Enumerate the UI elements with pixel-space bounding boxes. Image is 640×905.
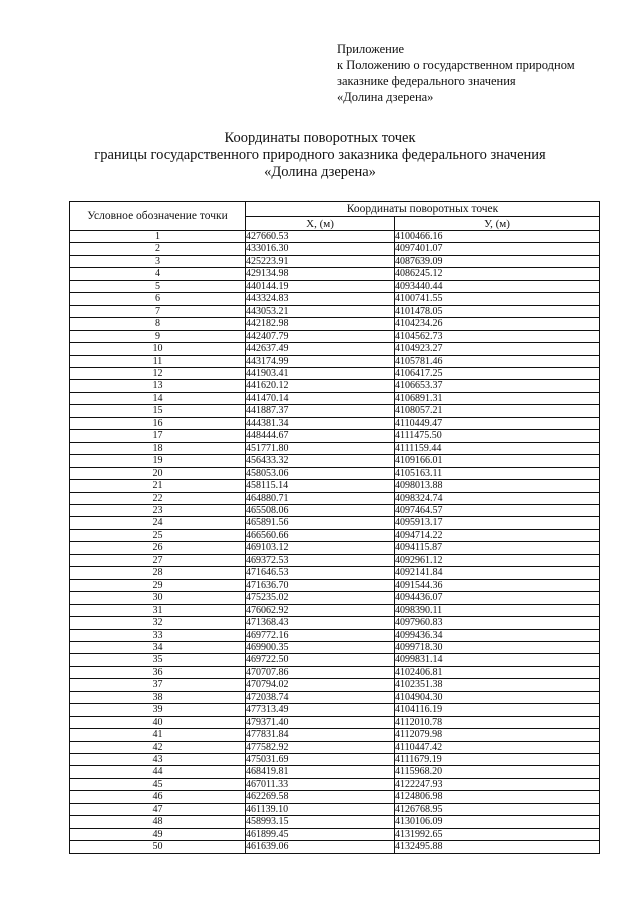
- y-coordinate-cell: 4092961.12: [395, 554, 600, 566]
- x-coordinate-cell: 443324.83: [246, 293, 395, 305]
- point-number-cell: 23: [70, 504, 246, 516]
- y-coordinate-cell: 4087639.09: [395, 255, 600, 267]
- point-number-cell: 4: [70, 268, 246, 280]
- y-coordinate-cell: 4130106.09: [395, 816, 600, 828]
- point-number-cell: 17: [70, 430, 246, 442]
- table-row: [70, 754, 600, 766]
- y-coordinate-cell: 4108057.21: [395, 405, 600, 417]
- point-number-cell: 1: [70, 231, 246, 243]
- table-row: [70, 704, 600, 716]
- table-row: [70, 554, 600, 566]
- point-number-cell: 42: [70, 741, 246, 753]
- x-coordinate-cell: 442637.49: [246, 343, 395, 355]
- table-row: [70, 504, 600, 516]
- point-number-cell: 19: [70, 455, 246, 467]
- table-row: [70, 442, 600, 454]
- point-number-cell: 2: [70, 243, 246, 255]
- x-coordinate-cell: 475031.69: [246, 754, 395, 766]
- point-number-cell: 47: [70, 803, 246, 815]
- table-row: [70, 604, 600, 616]
- x-coordinate-cell: 441470.14: [246, 392, 395, 404]
- table-row: [70, 716, 600, 728]
- point-number-cell: 37: [70, 679, 246, 691]
- table-row: [70, 679, 600, 691]
- table-row: [70, 243, 600, 255]
- y-coordinate-cell: 4105163.11: [395, 467, 600, 479]
- y-coordinate-cell: 4106653.37: [395, 380, 600, 392]
- x-coordinate-cell: 440144.19: [246, 280, 395, 292]
- table-row: [70, 330, 600, 342]
- y-coordinate-cell: 4102351.38: [395, 679, 600, 691]
- point-number-cell: 26: [70, 542, 246, 554]
- point-number-cell: 10: [70, 343, 246, 355]
- y-coordinate-cell: 4101478.05: [395, 305, 600, 317]
- y-coordinate-cell: 4104904.30: [395, 691, 600, 703]
- point-number-cell: 44: [70, 766, 246, 778]
- y-coordinate-cell: 4099718.30: [395, 641, 600, 653]
- y-coordinate-cell: 4093440.44: [395, 280, 600, 292]
- table-row: [70, 480, 600, 492]
- x-coordinate-cell: 433016.30: [246, 243, 395, 255]
- point-number-cell: 43: [70, 754, 246, 766]
- column-header-x: X, (м): [246, 217, 395, 231]
- table-row: [70, 592, 600, 604]
- y-coordinate-cell: 4098013.88: [395, 480, 600, 492]
- point-number-cell: 22: [70, 492, 246, 504]
- table-row: [70, 293, 600, 305]
- y-coordinate-cell: 4104116.19: [395, 704, 600, 716]
- appendix-line: «Долина дзерена»: [337, 90, 434, 104]
- y-coordinate-cell: 4106891.31: [395, 392, 600, 404]
- x-coordinate-cell: 458993.15: [246, 816, 395, 828]
- point-number-cell: 45: [70, 778, 246, 790]
- point-number-cell: 50: [70, 841, 246, 853]
- y-coordinate-cell: 4086245.12: [395, 268, 600, 280]
- y-coordinate-cell: 4126768.95: [395, 803, 600, 815]
- x-coordinate-cell: 471368.43: [246, 617, 395, 629]
- table-row: [70, 841, 600, 853]
- y-coordinate-cell: 4109166.01: [395, 455, 600, 467]
- point-number-cell: 15: [70, 405, 246, 417]
- x-coordinate-cell: 461899.45: [246, 828, 395, 840]
- point-number-cell: 29: [70, 579, 246, 591]
- table-row: [70, 392, 600, 404]
- table-row: [70, 666, 600, 678]
- y-coordinate-cell: 4097464.57: [395, 504, 600, 516]
- point-number-cell: 38: [70, 691, 246, 703]
- table-row: [70, 492, 600, 504]
- table-row: [70, 654, 600, 666]
- y-coordinate-cell: 4097960.83: [395, 617, 600, 629]
- x-coordinate-cell: 451771.80: [246, 442, 395, 454]
- x-coordinate-cell: 467011.33: [246, 778, 395, 790]
- y-coordinate-cell: 4111159.44: [395, 442, 600, 454]
- x-coordinate-cell: 470794.02: [246, 679, 395, 691]
- table-row: [70, 803, 600, 815]
- title-line: Координаты поворотных точек: [224, 130, 416, 146]
- point-number-cell: 36: [70, 666, 246, 678]
- table-row: [70, 405, 600, 417]
- table-row: [70, 455, 600, 467]
- point-number-cell: 41: [70, 729, 246, 741]
- point-number-cell: 18: [70, 442, 246, 454]
- table-row: [70, 579, 600, 591]
- y-coordinate-cell: 4094115.87: [395, 542, 600, 554]
- y-coordinate-cell: 4132495.88: [395, 841, 600, 853]
- table-row: [70, 828, 600, 840]
- x-coordinate-cell: 469372.53: [246, 554, 395, 566]
- y-coordinate-cell: 4099831.14: [395, 654, 600, 666]
- x-coordinate-cell: 475235.02: [246, 592, 395, 604]
- appendix-line: к Положению о государственном природном: [337, 58, 575, 72]
- point-number-cell: 13: [70, 380, 246, 392]
- x-coordinate-cell: 442182.98: [246, 318, 395, 330]
- y-coordinate-cell: 4131992.65: [395, 828, 600, 840]
- table-row: [70, 766, 600, 778]
- x-coordinate-cell: 442407.79: [246, 330, 395, 342]
- title-line: границы государственного природного заказника федерального значения: [94, 147, 546, 163]
- table-row: [70, 367, 600, 379]
- y-coordinate-cell: 4097401.07: [395, 243, 600, 255]
- column-header-point-id: Условное обозначение точки: [70, 202, 246, 231]
- table-row: [70, 816, 600, 828]
- coordinates-table: [69, 201, 600, 854]
- point-number-cell: 46: [70, 791, 246, 803]
- x-coordinate-cell: 468419.81: [246, 766, 395, 778]
- point-number-cell: 39: [70, 704, 246, 716]
- point-number-cell: 6: [70, 293, 246, 305]
- x-coordinate-cell: 465508.06: [246, 504, 395, 516]
- y-coordinate-cell: 4111679.19: [395, 754, 600, 766]
- table-row: [70, 529, 600, 541]
- y-coordinate-cell: 4112010.78: [395, 716, 600, 728]
- point-number-cell: 3: [70, 255, 246, 267]
- x-coordinate-cell: 469772.16: [246, 629, 395, 641]
- table-row: [70, 691, 600, 703]
- y-coordinate-cell: 4095913.17: [395, 517, 600, 529]
- x-coordinate-cell: 470707.86: [246, 666, 395, 678]
- y-coordinate-cell: 4110449.47: [395, 417, 600, 429]
- point-number-cell: 20: [70, 467, 246, 479]
- point-number-cell: 40: [70, 716, 246, 728]
- y-coordinate-cell: 4100466.16: [395, 231, 600, 243]
- point-number-cell: 49: [70, 828, 246, 840]
- y-coordinate-cell: 4111475.50: [395, 430, 600, 442]
- point-number-cell: 16: [70, 417, 246, 429]
- y-coordinate-cell: 4115968.20: [395, 766, 600, 778]
- x-coordinate-cell: 458115.14: [246, 480, 395, 492]
- x-coordinate-cell: 425223.91: [246, 255, 395, 267]
- point-number-cell: 24: [70, 517, 246, 529]
- table-row: [70, 778, 600, 790]
- x-coordinate-cell: 469103.12: [246, 542, 395, 554]
- table-row: [70, 355, 600, 367]
- x-coordinate-cell: 462269.58: [246, 791, 395, 803]
- table-row: [70, 255, 600, 267]
- document-title: [0, 130, 640, 181]
- point-number-cell: 9: [70, 330, 246, 342]
- x-coordinate-cell: 471636.70: [246, 579, 395, 591]
- x-coordinate-cell: 443174.99: [246, 355, 395, 367]
- x-coordinate-cell: 477313.49: [246, 704, 395, 716]
- x-coordinate-cell: 441887.37: [246, 405, 395, 417]
- y-coordinate-cell: 4112079.98: [395, 729, 600, 741]
- point-number-cell: 33: [70, 629, 246, 641]
- table-row: [70, 231, 600, 243]
- x-coordinate-cell: 465891.56: [246, 517, 395, 529]
- y-coordinate-cell: 4104234.26: [395, 318, 600, 330]
- y-coordinate-cell: 4100741.55: [395, 293, 600, 305]
- point-number-cell: 34: [70, 641, 246, 653]
- table-row: [70, 417, 600, 429]
- x-coordinate-cell: 469722.50: [246, 654, 395, 666]
- y-coordinate-cell: 4106417.25: [395, 367, 600, 379]
- y-coordinate-cell: 4098390.11: [395, 604, 600, 616]
- y-coordinate-cell: 4110447.42: [395, 741, 600, 753]
- table-row: [70, 741, 600, 753]
- y-coordinate-cell: 4094714.22: [395, 529, 600, 541]
- y-coordinate-cell: 4122247.93: [395, 778, 600, 790]
- x-coordinate-cell: 444381.34: [246, 417, 395, 429]
- appendix-line: заказнике федерального значения: [337, 74, 516, 88]
- appendix-line: Приложение: [337, 42, 405, 56]
- x-coordinate-cell: 477582.92: [246, 741, 395, 753]
- point-number-cell: 11: [70, 355, 246, 367]
- x-coordinate-cell: 477831.84: [246, 729, 395, 741]
- point-number-cell: 27: [70, 554, 246, 566]
- y-coordinate-cell: 4124806.98: [395, 791, 600, 803]
- table-row: [70, 343, 600, 355]
- y-coordinate-cell: 4102406.81: [395, 666, 600, 678]
- x-coordinate-cell: 427660.53: [246, 231, 395, 243]
- point-number-cell: 14: [70, 392, 246, 404]
- table-row: [70, 729, 600, 741]
- y-coordinate-cell: 4098324.74: [395, 492, 600, 504]
- table-row: [70, 617, 600, 629]
- point-number-cell: 31: [70, 604, 246, 616]
- x-coordinate-cell: 464880.71: [246, 492, 395, 504]
- point-number-cell: 30: [70, 592, 246, 604]
- table-row: [70, 318, 600, 330]
- table-row: [70, 791, 600, 803]
- point-number-cell: 5: [70, 280, 246, 292]
- x-coordinate-cell: 458053.06: [246, 467, 395, 479]
- x-coordinate-cell: 471646.53: [246, 567, 395, 579]
- table-row: [70, 542, 600, 554]
- table-row: [70, 567, 600, 579]
- y-coordinate-cell: 4105781.46: [395, 355, 600, 367]
- x-coordinate-cell: 466560.66: [246, 529, 395, 541]
- table-row: [70, 641, 600, 653]
- x-coordinate-cell: 461139.10: [246, 803, 395, 815]
- point-number-cell: 28: [70, 567, 246, 579]
- table-row: [70, 629, 600, 641]
- x-coordinate-cell: 469900.35: [246, 641, 395, 653]
- y-coordinate-cell: 4092141.84: [395, 567, 600, 579]
- table-row: [70, 268, 600, 280]
- y-coordinate-cell: 4104923.27: [395, 343, 600, 355]
- x-coordinate-cell: 472038.74: [246, 691, 395, 703]
- point-number-cell: 25: [70, 529, 246, 541]
- x-coordinate-cell: 448444.67: [246, 430, 395, 442]
- y-coordinate-cell: 4099436.34: [395, 629, 600, 641]
- table-row: [70, 280, 600, 292]
- x-coordinate-cell: 456433.32: [246, 455, 395, 467]
- table-row: [70, 380, 600, 392]
- table-row: [70, 467, 600, 479]
- title-line: «Долина дзерена»: [264, 164, 376, 180]
- x-coordinate-cell: 441620.12: [246, 380, 395, 392]
- table-body: [70, 231, 600, 854]
- appendix-caption: [337, 41, 575, 105]
- point-number-cell: 7: [70, 305, 246, 317]
- table-row: [70, 305, 600, 317]
- point-number-cell: 8: [70, 318, 246, 330]
- y-coordinate-cell: 4091544.36: [395, 579, 600, 591]
- x-coordinate-cell: 441903.41: [246, 367, 395, 379]
- column-header-coordinates: Координаты поворотных точек: [246, 202, 600, 217]
- point-number-cell: 35: [70, 654, 246, 666]
- x-coordinate-cell: 479371.40: [246, 716, 395, 728]
- table-row: [70, 430, 600, 442]
- point-number-cell: 32: [70, 617, 246, 629]
- column-header-y: У, (м): [395, 217, 600, 231]
- table-row: [70, 517, 600, 529]
- point-number-cell: 21: [70, 480, 246, 492]
- point-number-cell: 12: [70, 367, 246, 379]
- point-number-cell: 48: [70, 816, 246, 828]
- x-coordinate-cell: 461639.06: [246, 841, 395, 853]
- x-coordinate-cell: 429134.98: [246, 268, 395, 280]
- y-coordinate-cell: 4104562.73: [395, 330, 600, 342]
- x-coordinate-cell: 443053.21: [246, 305, 395, 317]
- x-coordinate-cell: 476062.92: [246, 604, 395, 616]
- y-coordinate-cell: 4094436.07: [395, 592, 600, 604]
